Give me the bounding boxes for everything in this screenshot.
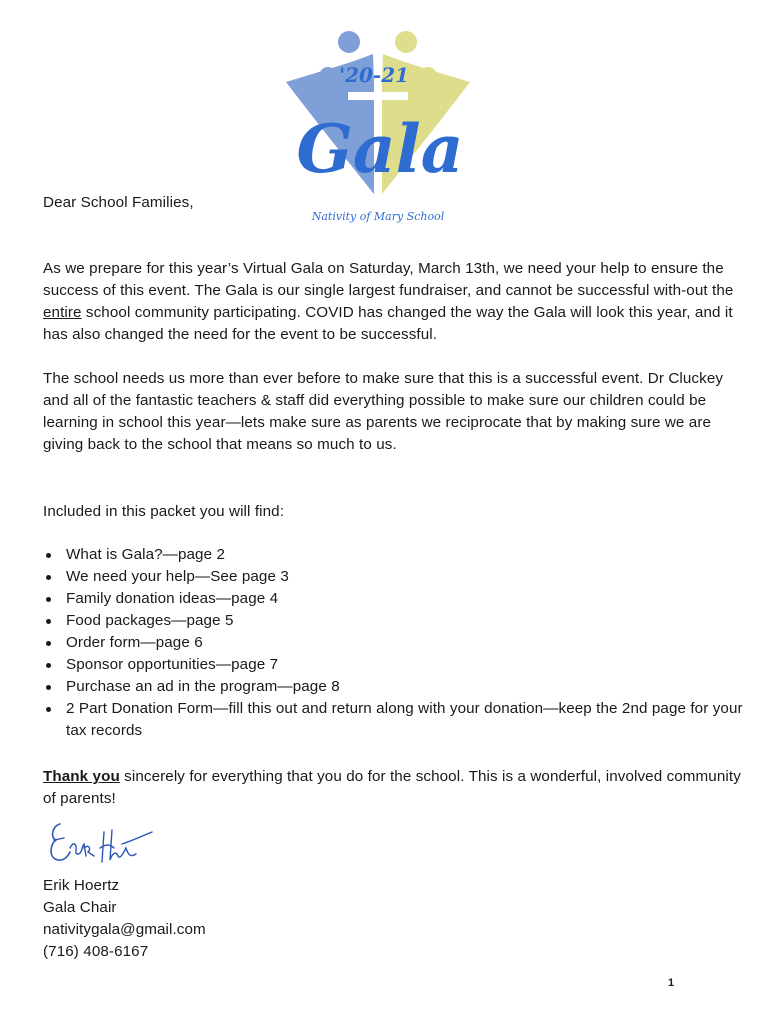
- thanks-paragraph: [43, 766, 743, 810]
- list-item: Food packages—page 5: [43, 610, 743, 632]
- signer-role: Gala Chair: [43, 899, 117, 916]
- paragraph-2: The school needs us more than ever before to make sure that this is a successful event. Dr Cluckey and all of the fantastic teachers & staff did everything possible to make sure our children could be learning in school this year—lets make sure as parents we reciprocate that by making sure we are giving back to the school that means so much to us.: [43, 370, 724, 453]
- list-item: Order form—page 6: [43, 632, 743, 654]
- thanks-rest: sincerely for everything that you do for the school. This is a wonderful, involved community of parents!: [43, 768, 741, 807]
- logo-yellow-head: [395, 31, 417, 53]
- signer-email[interactable]: nativitygala@gmail.com: [43, 921, 206, 938]
- list-item: We need your help—See page 3: [43, 566, 743, 588]
- logo-blue-head: [338, 31, 360, 53]
- list-item: What is Gala?—page 2: [43, 544, 743, 566]
- page-number: 1: [668, 977, 675, 989]
- list-item: Sponsor opportunities—page 7: [43, 654, 743, 676]
- logo-cross-horizontal: [348, 92, 408, 100]
- signer-name: Erik Hoertz: [43, 877, 120, 894]
- list-item: Purchase an ad in the program—page 8: [43, 676, 743, 698]
- logo-title-text: Gala: [296, 110, 464, 188]
- thanks-emphasis: Thank you: [43, 768, 120, 785]
- packet-contents-list: [43, 544, 743, 742]
- paragraph-1-before: As we prepare for this year’s Virtual Gala on Saturday, March 13th, we need your help to ensure the success of this event. The Gala is our single largest fundraiser, and cannot be successful with-out the: [43, 260, 734, 299]
- paragraph-1-underlined: entire: [43, 304, 82, 321]
- paragraph-1: [43, 258, 743, 346]
- logo-school-text: Nativity of Mary School: [311, 210, 445, 223]
- gala-logo: [278, 24, 478, 229]
- logo-year-text: '20-21: [338, 63, 410, 87]
- list-item: 2 Part Donation Form—fill this out and return along with your donation—keep the 2nd page for your tax records: [43, 698, 743, 742]
- signer-phone: (716) 408-6167: [43, 943, 149, 960]
- salutation: Dear School Families,: [43, 194, 194, 211]
- signature-block: [43, 875, 206, 963]
- handwritten-signature: [46, 818, 156, 868]
- paragraph-1-after: school community participating. COVID has changed the way the Gala will look this year, and it has also changed the need for the event to be successful.: [43, 304, 733, 343]
- packet-intro: Included in this packet you will find:: [43, 503, 285, 520]
- list-item: Family donation ideas—page 4: [43, 588, 743, 610]
